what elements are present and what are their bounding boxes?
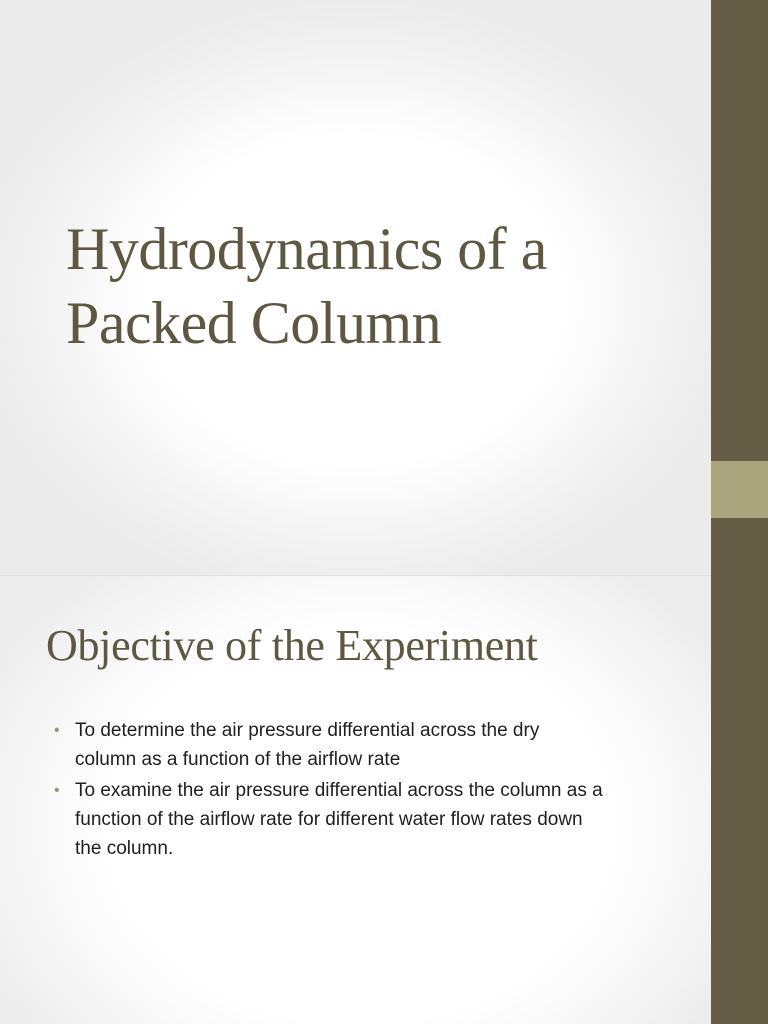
bullet-icon: •	[54, 722, 60, 739]
bullet-item	[54, 716, 684, 774]
slide-title	[66, 212, 696, 360]
bullet-text-line: column as a function of the airflow rate	[75, 749, 401, 770]
slide-title-line-1: Hydrodynamics of a	[66, 216, 547, 282]
side-accent-block	[711, 461, 768, 518]
bullet-icon: •	[54, 782, 60, 799]
bullet-text-line: To examine the air pressure differential across the column as a	[75, 780, 603, 801]
slide-title-line-2: Packed Column	[66, 290, 442, 356]
objective-bullet-list	[54, 716, 684, 865]
bullet-text-line: function of the airflow rate for different water flow rates down	[75, 809, 583, 830]
objective-slide	[0, 576, 711, 1024]
bullet-text-line: To determine the air pressure differential across the dry	[75, 720, 540, 741]
bullet-text-line: the column.	[75, 838, 174, 859]
objective-heading: Objective of the Experiment	[46, 621, 538, 670]
bullet-item	[54, 776, 684, 863]
